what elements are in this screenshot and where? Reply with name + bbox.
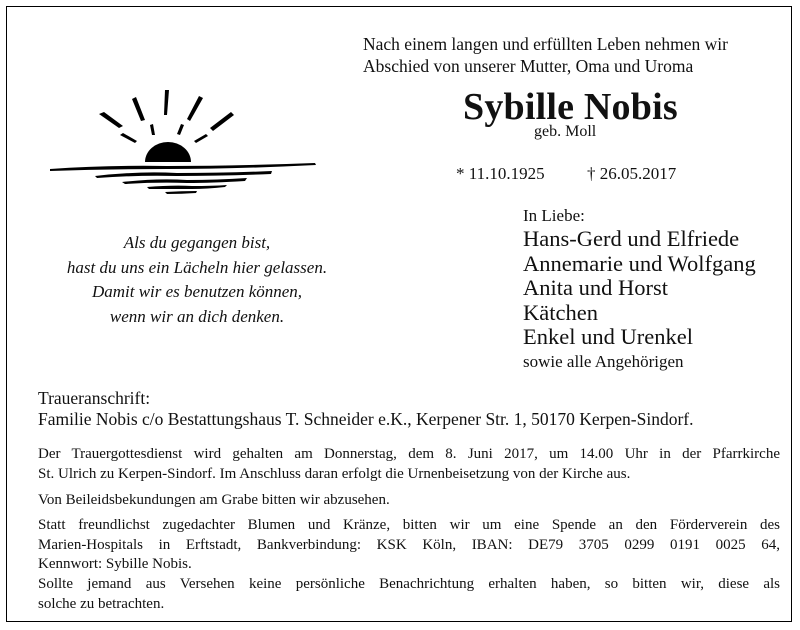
paragraph-line: Der Trauergottesdienst wird gehalten am Donnerstag, dem 8. Juni 2017, um 14.00 Uhr in der Pfarrkirche — [38, 446, 780, 462]
mourners-intro: In Liebe: — [523, 206, 585, 225]
mourner-name: Enkel und Urenkel — [523, 324, 693, 349]
deceased-name: Sybille Nobis — [463, 86, 678, 128]
mourner-name: Kätchen — [523, 299, 598, 325]
obituary-card — [6, 6, 792, 622]
paragraph-line: Kennwort: Sybille Nobis. — [38, 556, 192, 572]
intro-line: Abschied von unserer Mutter, Oma und Uroma — [363, 56, 694, 76]
funeral-service-paragraph — [38, 445, 780, 484]
mourner-name: Annemarie und Wolfgang — [523, 250, 756, 276]
paragraph-line: Statt freundlichst zugedachter Blumen und Kränze, bitten wir um eine Spende an den Förderverein des — [38, 517, 780, 533]
mourners-closing: sowie alle Angehörigen — [523, 352, 684, 371]
paragraph-line: St. Ulrich zu Kerpen-Sindorf. Im Anschluss daran erfolgt die Urnenbeisetzung von der Kirche aus. — [38, 465, 631, 482]
birth-date: * 11.10.1925 — [456, 164, 545, 183]
paragraph-line: solche zu betrachten. — [38, 595, 165, 612]
paragraph-line: Von Beileidsbekundungen am Grabe bitten wir abzusehen. — [38, 492, 390, 508]
address-label: Traueranschrift: — [38, 388, 151, 408]
intro-text — [363, 33, 728, 77]
donation-paragraph — [38, 516, 780, 575]
notification-paragraph — [38, 575, 780, 614]
address-text: Familie Nobis c/o Bestattungshaus T. Schneider e.K., Kerpener Str. 1, 50170 Kerpen-Sindorf. — [38, 409, 694, 429]
mourner-name: Hans-Gerd und Elfriede — [523, 226, 740, 251]
mourners-list — [523, 227, 756, 350]
poem-line: wenn wir an dich denken. — [109, 306, 285, 326]
poem-line: hast du uns ein Lächeln hier gelassen. — [66, 257, 328, 277]
mourner-name: Anita und Horst — [523, 275, 668, 300]
paragraph-line: Sollte jemand aus Versehen keine persönliche Benachrichtung erhalten haben, so bitten wir, diese als — [38, 576, 780, 592]
birth-name: geb. Moll — [534, 123, 597, 140]
paragraph-line: Marien-Hospitals in Erftstadt, Bankverbindung: KSK Köln, IBAN: DE79 3705 0299 0191 0025 64, — [38, 536, 780, 553]
condolence-paragraph — [38, 491, 780, 511]
sunset-icon — [47, 87, 327, 202]
intro-line: Nach einem langen und erfüllten Leben nehmen wir — [363, 34, 728, 54]
poem-line: Damit wir es benutzen können, — [91, 282, 303, 301]
memorial-poem — [27, 231, 367, 329]
poem-line: Als du gegangen bist, — [123, 233, 271, 252]
death-date: † 26.05.2017 — [587, 164, 677, 183]
